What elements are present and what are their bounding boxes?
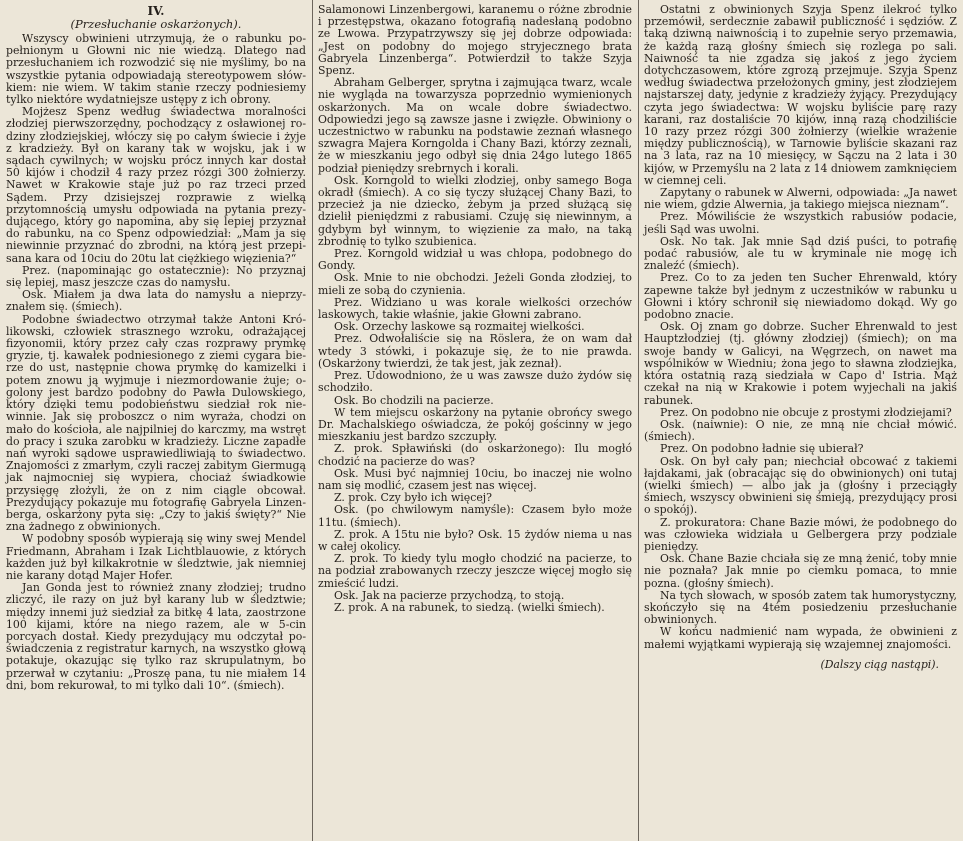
paragraph: Osk. (po chwilowym namyśle): Czasem było może 11tu. (śmiech). <box>318 503 632 529</box>
paragraph: Prez. Udowodniono, że u was zawsze dużo żydów się schodziło. <box>318 369 632 395</box>
paragraph: Mojżesz Spenz według świadectwa moralności złodziej pierwszorzędny, pochodzący z osławionej rodziny złodziejskiej, włóczy się po całym świecie i żyje z kradzieży. Był on karany tak w wojsku, jak i w sądach cywilnych; w wojsku prócz innych kar dostał 50 kijów i chodził 4 razy przez rózgi 300 żołnierzy. Nawet w Krakowie staje już po raz trzeci przed Sądem. Przy dzisiejszej rozprawie z wielką przytomnością umysłu odpowiada na pytania prezydującego, który go napomina, aby się lepiej przyznał do rabunku, na co Spenz odpowiedział: „Mam ja się niewinnie przyznać do zbrodni, na którą jest przepisana kara od 10ciu do 20tu lat ciężkiego więzienia?“ <box>6 105 306 265</box>
column-middle <box>312 0 638 841</box>
paragraph: Osk. Chane Bazie chciała się ze mną żenić, toby mnie nie poznała? Jak mnie po ciemku pomaca, to mnie pozna. (głośny śmiech). <box>644 552 957 590</box>
paragraph: Osk. (naiwnie): O nie, ze mną nie chciał mówić. (śmiech). <box>644 417 957 444</box>
paragraph: Z. prok. Czy było ich więcej? <box>334 491 492 505</box>
paragraph: Prez. Korngold widział u was chłopa, podobnego do Gondy. <box>318 247 632 273</box>
paragraph: Osk. On był cały pan; niechciał obcować z takiemi łajdakami, jak (obracając się do obwinionych) oni tutaj (wielki śmiech) — albo jak ja (głośny i przeciągły śmiech, wszyscy obwinieni się śmieją, prezydujący prosi o spokój). <box>644 454 957 517</box>
paragraph: Abraham Gelberger, sprytna i zajmująca twarz, wcale nie wygląda na towarzysza poprzednio wymienionych oskarżonych. Ma on wcale dobre świadectwo. Odpowiedzi jego są zawsze jasne i zwięzłe. Obwiniony o uczestnictwo w rabunku na podstawie zeznań własnego szwagra Majera Korngolda i Chany Bazi, którzy zeznali, że w mieszkaniu jego odbył się dnia 24go lutego 1865 podział pieniędzy srebrnych i korali. <box>318 76 632 175</box>
paragraph: Z. prok. A 15tu nie było? Osk. 15 żydów niema u nas w całej okolicy. <box>318 527 632 553</box>
section-subheading: (Przesłuchanie oskarżonych). <box>70 17 242 31</box>
paragraph: Prez. (napominając go ostatecznie): No przyznaj się lepiej, masz jeszcze czas do namysłu. <box>6 263 306 290</box>
paragraph: Prez. Widziano u was korale wielkości orzechów laskowych, takie właśnie, jakie Głowni zabrano. <box>318 295 632 322</box>
paragraph: Osk. Orzechy laskowe są rozmaitej wielkości. <box>334 320 585 334</box>
paragraph: Zapytany o rabunek w Alwerni, odpowiada: „Ja nawet nie wiem, gdzie Alwernia, ja takiego miejsca nieznam“. <box>644 186 957 212</box>
paragraph: Osk. No tak. Jak mnie Sąd dziś puści, to potrafię podać rabusiów, ale tu w kryminale nie mogę ich znaleźć (śmiech). <box>644 234 957 273</box>
paragraph: Z. prok. Spławiński (do oskarżonego): Ilu mogłó chodzić na pacierze do was? <box>318 442 632 468</box>
paragraph: Na tych słowach, w sposób zatem tak humorystyczny, skończyło się na 4tém posiedzeniu przesłuchanie obwinionych. <box>644 588 957 627</box>
paragraph: W końcu nadmienić nam wypada, że obwinieni z małemi wyjątkami wypierają się wzajemnej znajomości. <box>644 625 957 651</box>
paragraph: Osk. Korngold to wielki złodziej, onby samego Boga okradł (śmiech). A co się tyczy służącej Chany Bazi, to przecież ja nie dziecko, żebym ja przed służącą się dzielił pieniędzmi z rabusiami. Czuję się niewinnym, a gdybym był winnym, to więzienie za mało, na taką zbrodnię to tylko szubienica. <box>318 173 632 248</box>
paragraph: Osk. Miałem ja dwa lata do namysłu a nieprzyznałem się. (śmiech). <box>6 288 306 314</box>
paragraph: Prez. On podobno ładnie się ubierał? <box>660 442 864 456</box>
column-right <box>638 0 963 841</box>
paragraph: Z. prokuratora: Chane Bazie mówi, że podobnego do was człowieka widziała u Gelbergera przy podziale pieniędzy. <box>644 515 957 553</box>
paragraph: Z. prok. To kiedy tylu mogło chodzić na pacierze, to na podział zrabowanych rzeczy jeszcze więcej mogło się zmieścić ludzi. <box>318 552 632 590</box>
paragraph: Ostatni z obwinionych Szyja Spenz ilekroć tylko przemówił, serdecznie zabawił publiczność i sędziów. Z taką dziwną naiwnością i to zupełnie seryo przemawia, że każdą razą głośny śmiech się rozlega po sali. Naiwność ta nie zgadza się jakoś z jego życiem dotychczasowem, które zgrozą przejmuje. Szyja Spenz według świadectwa przełożonych gminy, jest złodziejem najstarszej daty, jedynie z kradzieży żyjący. Prezydujący czyta jego świadectwa: W wojsku byliście parę razy karani, raz dostaliście 70 kijów, inną razą chodziliście 10 razy przez rózgi 300 żołnierzy (wielkie wrażenie między publicznością), w Tarnowie byliście skazani raz na 3 lata, raz na 10 miesięcy, w Sączu na 2 lata i 30 kijów, w Przemyślu na 2 lata z 14 dniowem zamknięciem w ciemnej celi. <box>644 3 957 187</box>
paragraph: Prez. Odwołaliście się na Röslera, że on wam dał wtedy 3 stówki, i pokazuje się, że to nie prawda. (Oskarżony twierdzi, że tak jest, jak zeznał). <box>318 332 632 370</box>
paragraph: W podobny sposób wypierają się winy swej Mendel Friedmann, Abraham i Izak Lichtblauowie, z których każden już był kilkakrotnie w śledztwie, jak niemniej nie karany dotąd Majer Hofer. <box>6 532 306 582</box>
paragraph: Osk. Oj znam go dobrze. Sucher Ehrenwald to jest Hauptzłodziej (tj. główny złodziej) (śmiech); on ma swoje bandy w Galicyi, na Węgrzech, on nawet ma wspólników w Wiedniu; żona jego to sławna złodziejka, która ostatnią razą siedziała w Capo d' Istria. Mąż czekał na nią w Krakowie i potem wyjechali na jakiś rabunek. <box>644 320 957 407</box>
paragraph: Wszyscy obwinieni utrzymują, że o rabunku popełnionym u Głowni nic nie wiedzą. Dlatego nad przesłuchaniem ich rozwodzić się nie myślimy, bo na wszystkie pytania odpowiadają stereotypowem słówkiem: nie wiem. W takim stanie rzeczy podniesiemy tylko niektóre wydatniejsze ustępy z ich obrony. <box>6 32 306 107</box>
paragraph: Osk. Musi być najmniej 10ciu, bo inaczej nie wolno nam się modlić, czasem jest nas więcej. <box>318 466 632 492</box>
section-heading: IV. <box>147 4 165 18</box>
paragraph: Osk. Bo chodzili na pacierze. <box>334 393 494 407</box>
paragraph: Osk. Jak na pacierze przychodzą, to stoją. <box>334 588 565 602</box>
paragraph: Prez. Mówiliście że wszystkich rabusiów podacie, jeśli Sąd was uwolni. <box>644 210 957 236</box>
paragraph: Prez. On podobno nie obcuje z prostymi złodziejami? <box>660 405 952 419</box>
paragraph: Podobne świadectwo otrzymał także Antoni Królikowski, człowiek strasznego wzroku, odrażającej fizyonomii, który przez cały czas rozprawy prymkę gryzie, tj. kawałek podniesionego z ziemi cygara bierze do ust, następnie chowa prymkę do kamizelki i potem znowu ją wyjmuje i niezmordowanie żuje; ogolony jest bardzo podobny do Pawła Dulowskiego, który dzięki temu podobieństwu siedział rok niewinnie. Jak się proboszcz o nim wyraża, chodzi on mało do kościoła, ale najpilniej do karczmy, ma wstręt do pracy i szuka zarobku w kradzieży. Liczne zapadłe nań wyroki sądowe usprawiedliwiają to świadectwo. Znajomości z zmarłym, czyli raczej zabitym Giermugą jak najmocniej się wypiera, chociaż świadkowie przysięgę złożyli, że on z nim ciągle obcował. Prezydujący pokazuje mu fotografię Gabryela Linzenberga, oskarżony pyta się: „Czy to jakiś święty?“ Nie zna żadnego z obwinionych. <box>6 312 306 534</box>
paragraph: Salamonowi Linzenbergowi, karanemu o różne zbrodnie i przestępstwa, okazano fotografią nadesłaną podobno ze Lwowa. Przypatrzywszy się jej dobrze odpowiada: „Jest on podobny do mojego stryjecznego brata Gabryela Linzenberga“. Potwierdził to także Szyja Spenz. <box>318 3 632 78</box>
paragraph: Jan Gonda jest to również znany złodziej; trudno zliczyć, ile razy on już był karany lub w śledztwie; między innemi już siedział za bitkę 4 lata, zaostrzone 100 kijami, które na niego razem, ale w 5-cin porcyach dostał. Kiedy prezydujący mu odczytał poświadczenia z registratur karnych, na wszystko głową potakuje, okazując się tylko raz skrupulatnym, bo przerwał w czytaniu: „Proszę pana, tu nie miałem 14 dni, bom rekurował, to mi tylko dali 10“. (śmiech). <box>6 581 306 692</box>
continuation-note: (Dalszy ciąg nastąpi). <box>820 657 939 671</box>
paragraph: Osk. Mnie to nie obchodzi. Jeżeli Gonda złodziej, to mieli ze sobą do czynienia. <box>318 271 632 297</box>
paragraph: Z. prok. A na rabunek, to siedzą. (wielki śmiech). <box>334 600 605 614</box>
paragraph: W tem miejscu oskarżony na pytanie obrońcy swego Dr. Machalskiego oświadcza, że pokój gościnny w jego mieszkaniu jest bardzo szczupły. <box>318 405 632 444</box>
column-left <box>0 0 312 841</box>
paragraph: Prez. Co to za jeden ten Sucher Ehrenwald, który zapewne także był jednym z uczestników w rabunku u Głowni i który schronił się niewiadomo dokąd. Wy go podobno znacie. <box>644 271 957 322</box>
